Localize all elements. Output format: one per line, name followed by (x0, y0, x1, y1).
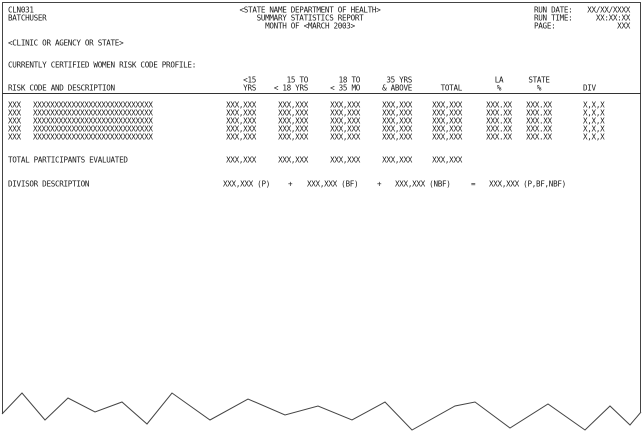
batch-user: BATCHUSER (8, 12, 47, 23)
row-value-div: X,X,X (583, 123, 605, 134)
run-time-value: XX:XX:XX (595, 12, 630, 23)
col-la-top: LA (494, 74, 504, 85)
run-date-label: RUN DATE: (534, 4, 573, 15)
row-value-la-pct: XXX.XX (486, 131, 512, 142)
row-risk-code: XXX (8, 115, 21, 126)
row-value-total: XXX,XXX (432, 107, 462, 118)
row-value-div: X,X,X (583, 131, 605, 142)
row-risk-code: XXX (8, 99, 21, 110)
row-risk-code: XXX (8, 107, 21, 118)
report-id: CLN031 (8, 4, 34, 15)
row-risk-description: XXXXXXXXXXXXXXXXXXXXXXXXXXXX (33, 131, 153, 142)
profile-title: CURRENTLY CERTIFIED WOMEN RISK CODE PROFILE: (8, 59, 196, 70)
row-value-state-pct: XXX.XX (526, 107, 552, 118)
row-value-la-pct: XXX.XX (486, 115, 512, 126)
totals-value-under15: XXX,XXX (226, 154, 256, 165)
row-risk-description: XXXXXXXXXXXXXXXXXXXXXXXXXXXX (33, 99, 153, 110)
row-value-state-pct: XXX.XX (526, 115, 552, 126)
col-state-bottom: % (536, 82, 542, 93)
col-risk-code: RISK CODE AND DESCRIPTION (8, 82, 115, 93)
col-age-under15-bottom: YRS (243, 82, 256, 93)
row-value-35-above: XXX,XXX (382, 123, 412, 134)
col-age-35-above-top: 35 YRS (386, 74, 412, 85)
col-total: TOTAL (440, 82, 462, 93)
page-number: XXX (617, 20, 630, 31)
divisor-plus-2: + (377, 178, 382, 189)
divisor-label: DIVISOR DESCRIPTION (8, 178, 90, 189)
row-value-state-pct: XXX.XX (526, 99, 552, 110)
row-risk-description: XXXXXXXXXXXXXXXXXXXXXXXXXXXX (33, 107, 153, 118)
row-value-under15: XXX,XXX (226, 123, 256, 134)
row-value-15-18: XXX,XXX (278, 115, 308, 126)
col-age-15-18-bottom: < 18 YRS (273, 82, 308, 93)
row-value-35-above: XXX,XXX (382, 131, 412, 142)
row-value-under15: XXX,XXX (226, 115, 256, 126)
row-value-35-above: XXX,XXX (382, 107, 412, 118)
run-time-label: RUN TIME: (534, 12, 573, 23)
col-age-under15-top: <15 (243, 74, 256, 85)
row-value-15-18: XXX,XXX (278, 123, 308, 134)
row-risk-description: XXXXXXXXXXXXXXXXXXXXXXXXXXXX (33, 123, 153, 134)
divisor-plus-1: + (288, 178, 293, 189)
row-value-15-18: XXX,XXX (278, 107, 308, 118)
row-value-under15: XXX,XXX (226, 107, 256, 118)
run-date-value: XX/XX/XXXX (587, 4, 630, 15)
col-la-bottom: % (496, 82, 502, 93)
clinic-name: <CLINIC OR AGENCY OR STATE> (8, 37, 124, 48)
divisor-result: XXX,XXX (P,BF,NBF) (489, 178, 566, 189)
row-value-total: XXX,XXX (432, 131, 462, 142)
row-value-35-above: XXX,XXX (382, 115, 412, 126)
row-value-35-above: XXX,XXX (382, 99, 412, 110)
col-age-18-35-bottom: < 35 MO (330, 82, 360, 93)
row-value-18-35: XXX,XXX (330, 131, 360, 142)
totals-label: TOTAL PARTICIPANTS EVALUATED (8, 154, 128, 165)
totals-value-35-above: XXX,XXX (382, 154, 412, 165)
row-value-state-pct: XXX.XX (526, 131, 552, 142)
row-risk-description: XXXXXXXXXXXXXXXXXXXXXXXXXXXX (33, 115, 153, 126)
row-value-total: XXX,XXX (432, 99, 462, 110)
row-value-div: X,X,X (583, 107, 605, 118)
row-value-la-pct: XXX.XX (486, 99, 512, 110)
totals-value-15-18: XXX,XXX (278, 154, 308, 165)
report-month: MONTH OF <MARCH 2003> (265, 20, 355, 31)
col-state-top: STATE (528, 74, 550, 85)
row-risk-code: XXX (8, 123, 21, 134)
row-value-div: X,X,X (583, 115, 605, 126)
col-age-18-35-top: 18 TO (338, 74, 360, 85)
col-div: DIV (583, 82, 596, 93)
report-title: SUMMARY STATISTICS REPORT (256, 12, 364, 23)
row-value-18-35: XXX,XXX (330, 123, 360, 134)
totals-value-18-35: XXX,XXX (330, 154, 360, 165)
divisor-participants: XXX,XXX (P) (223, 178, 270, 189)
row-value-under15: XXX,XXX (226, 131, 256, 142)
row-value-18-35: XXX,XXX (330, 99, 360, 110)
row-value-total: XXX,XXX (432, 115, 462, 126)
row-risk-code: XXX (8, 131, 21, 142)
row-value-under15: XXX,XXX (226, 99, 256, 110)
row-value-la-pct: XXX.XX (486, 107, 512, 118)
col-age-15-18-top: 15 TO (286, 74, 308, 85)
row-value-15-18: XXX,XXX (278, 99, 308, 110)
row-value-state-pct: XXX.XX (526, 123, 552, 134)
row-value-15-18: XXX,XXX (278, 131, 308, 142)
agency-name: <STATE NAME DEPARTMENT OF HEALTH> (239, 4, 381, 15)
row-value-div: X,X,X (583, 99, 605, 110)
row-value-18-35: XXX,XXX (330, 107, 360, 118)
col-age-35-above-bottom: & ABOVE (382, 82, 412, 93)
row-value-total: XXX,XXX (432, 123, 462, 134)
row-value-18-35: XXX,XXX (330, 115, 360, 126)
row-value-la-pct: XXX.XX (486, 123, 512, 134)
divisor-non-breastfeeding: XXX,XXX (NBF) (395, 178, 451, 189)
totals-value-total: XXX,XXX (432, 154, 462, 165)
divisor-breastfeeding: XXX,XXX (BF) (307, 178, 359, 189)
page-label: PAGE: (534, 20, 556, 31)
divisor-equals: = (471, 178, 476, 189)
